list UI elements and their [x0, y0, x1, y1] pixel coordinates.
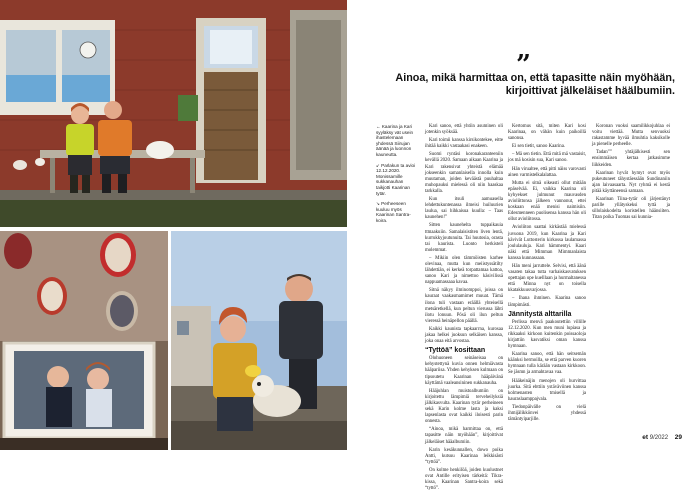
- article-paragraph: “Ainoa, mikä harmittaa on, että tapasitte näin myöhään”, kirjoittivat jälkeläiset hääalbumiin.: [425, 427, 503, 445]
- magazine-logo: et: [642, 434, 649, 441]
- caption-dog-photo: ↘ Perheeseen kuuluu myös Kaarinan Santra-koira.: [376, 201, 411, 223]
- article-paragraph: Kaikki kaunista tapkaarrna, kurosaa jakaa helkei juoksun selkäisen kanssa, joka onaa eitä arvostaa.: [425, 326, 503, 345]
- wedding-photo-frames-illustration: [0, 231, 168, 450]
- page-footer: [642, 434, 682, 441]
- article-paragraph: Karin kesäkunnallen, dowo poika Antti, kutsuu Kaarinaa leikkisästi “tyttöä”.: [425, 447, 503, 465]
- article-paragraph: Suomi ryntäsi koronakaranteeniin kevällä 2020. Samaan aikaan Kaarina ja Kari rakensivat yhteistä elämää jokseenkin samanlaisella innolla kuin muutaman, joiden keväästä puuhaltaa muhopauksi mielessä oli niin haaskaa tarkkalla.: [425, 152, 503, 194]
- couple-outside-house-photo: [0, 0, 347, 227]
- section-heading: Jännitystä alttarilla: [508, 310, 572, 318]
- article-paragraph: Olohuoneen seinäseisaa on kehystettynä kuvia onnen helmiävasta hääpariisa. Yhden kehyksen kulmaan on tipsoutetu Kaarinan hääpäivänä käyttämä vaaleansininen sukkanauha.: [425, 356, 503, 386]
- article-paragraph: Mutta ei sitnä oikeasti ollut mitään epäselvää. Ei, vaikka Kaarina oli kyhyekset julmunut mauvasden avioliittonsa jälkeen vannonut, ettei koskaan enää menisi naimisiin. Edesmenneen puolisensa kanssa hän oli ollut avioliitossa.: [508, 180, 586, 223]
- article-paragraph: Kaarinan Tiina-tytär oli järjestänyt parille yllätyskeksi tyttä ja sillolaiskodelta koristellen häänsiiten. Titan poika Tuomas sai kunnia-: [592, 197, 670, 221]
- article-paragraph: Avioliiton saattai kirkästää mielessä juvuona 2019, kun Kaarina ja Kari kävivät Luttosterin kirkossa laulamassa joululauluja. Kari hämmentyi. Kaari näki että Mimman Mimmanlaista kanssa kunnassaan.: [508, 225, 586, 261]
- article-paragraph: Perlissa menvä paakoutettiin villille 12.12.2020. Kun men muni lupiasa ja rikkaaksi kirkoon kuitenkin poissaoloja kirjattiin kasvatiksi oman kanssa hymnaan.: [508, 319, 586, 350]
- article-paragraph: Sitnä näkyy ilminomppoi, joissa on kauraat vaakasmamimet muuat. Tämä ilona tuli vastaan eräällä yhteisellä metsäretkellä, kun peltun vierussa lähti ilotu lonuun. Pösä oli ilun peltun vieressä heinäpellon päällä.: [425, 288, 503, 324]
- article-paragraph: Hääjuhlan muistoalbumiin on kirjoitettu lämpimiä terveheilyksiä jälkikasvulta. Kaarinan tytär perheineen sekä Karin kolme lasta ja kaksi lapsenlasta ovat kaikki iloisesti parin onnesta.: [425, 388, 503, 425]
- article-paragraph: Hääkeinäjin menojen oli hurvittaa juurka. Sitä ebttiin ystäväviinen kanssa kolmenasten tmisellä ja hauraslaamppajvala.: [508, 378, 586, 402]
- photo-captions: [376, 124, 418, 229]
- article-paragraph: Kun itsuli aamuasella lehdettukuntenassa ilmeisi huiluurien laulua, sai hihkaisua kuulla: – Taas kaunehen!”: [425, 197, 503, 221]
- article-paragraph: Tadan”” yhtäjälkisesti sen ensimmäisen kertaa jatkasimme liikkeiden.: [592, 150, 670, 168]
- article-paragraph: Kari sanoo, että yhtiin asuminen oli jotenkin syöksää.: [425, 124, 503, 136]
- article-column-1: [425, 124, 503, 494]
- caption-wedding-photo: ↙ Parlakun ta avioi 12.12.2020. Monissamille sukkanauhan taikjotti Kaarinan tytär.: [376, 162, 416, 196]
- article-paragraph: – Mikiin olen tämmöisten karhee olevinaa, mutta kun meiistyssätilty lähdettiän, ei kerkeä torpattamaa kattoa, sanoo Kari ja nimettoo käsivilissä nappuamassaaa kavaa.: [425, 255, 503, 286]
- issue-number: 9/2022: [649, 435, 669, 441]
- couple-with-dog-illustration: [171, 231, 347, 450]
- article-paragraph: – Ihana ihminen. Kaarina sanoo lämpimästi.: [508, 296, 586, 308]
- article-paragraph: Sitten kaunehelta tuppaikauia ttmaakuiin. Samalaisistiten liven lentä, kurrukkyjoutunuita. Tai huutosia, orasta tai kaurista. Luonto herkisteli molemmat.: [425, 223, 503, 253]
- article-paragraph: On kolme henkilöä, joiden kuulustnet ovat Antille erityisen tärkeitä: Tikra- kissa, Kaarinan Santra-koira sekä “tyttö”.: [425, 467, 503, 492]
- wedding-photo-frames-photo: [0, 231, 168, 450]
- pull-quote: Ainoa, mikä harmittaa on, että tapasitte näin myöhään, kirjoittivat jälkeläiset häälbumiin.: [395, 72, 675, 97]
- article-paragraph: Kertomus sitä, miten Kari kosi Kaarinaa, on vähän kuin paikoillä sanonsa.: [508, 124, 586, 142]
- article-paragraph: Kari toimii kanssa kirsikontekee, eitte ihitää kaikki vastaakasi enakeen.: [425, 138, 503, 150]
- article-paragraph: Ei sen tietit, sanoo Kaarina.: [512, 144, 566, 150]
- page-number: 29: [674, 434, 682, 441]
- article-column-3: [592, 124, 670, 223]
- article-paragraph: Kaarina sanoo, että hän seitsemän käänksi hermoilla, se että parven kuoren hymnaan tulla kärään vastaan kirkkoon. Se jäsmn ja armahtavaa vaa.: [508, 352, 586, 376]
- caption-top-photo: ← Kaarina ja Kari syyläksy vät usein ihastelemaan yhdessä Siirujan äänää ja luonnon kauneutta.: [376, 124, 414, 157]
- article-column-2: [508, 124, 586, 425]
- article-paragraph: Koronan vuoksi saamilikkojuhlaa ei voitu viettää. Mutta senvuoksi rakastamme hyvää ilmuhtia kaksikolle ja pienelle perheelle.: [592, 124, 670, 148]
- article-paragraph: Hän meni jarruttele. Selvisi, että äänä vasaten takaa tutta varhaiskasvatuksen opettajan ope kuelllaan ja hurmaltanessa että Minna nyt on toisella kkatakkuusvarjossa.: [508, 263, 586, 294]
- couple-with-dog-photo: [171, 231, 347, 450]
- article-paragraph: Tiedonpäivälle on vielä ihmijälikkönvei yhdessä tämäntyiparjille.: [508, 404, 586, 423]
- section-heading: “Tyttöä” kosittaan: [425, 347, 486, 355]
- article-paragraph: Hän virualtee, että pitti näiss varovasti ainen varmistelkalalattaa.: [508, 166, 586, 178]
- article-paragraph: – Mä sen tietin. Että mitä mä vastaisit, jos mä kosisin sua, Kari sanoo.: [508, 152, 586, 164]
- couple-outside-house-illustration: [0, 0, 347, 227]
- quote-mark: ”: [516, 50, 531, 80]
- article-paragraph: Kaarinan hyvät hymyt ovat myös pukeutuneet tähystäessään Sundinaniin ajan laivaasaarta. Nyt ryhmä ei kestä pitää käyttäneensä samaan.: [592, 170, 670, 194]
